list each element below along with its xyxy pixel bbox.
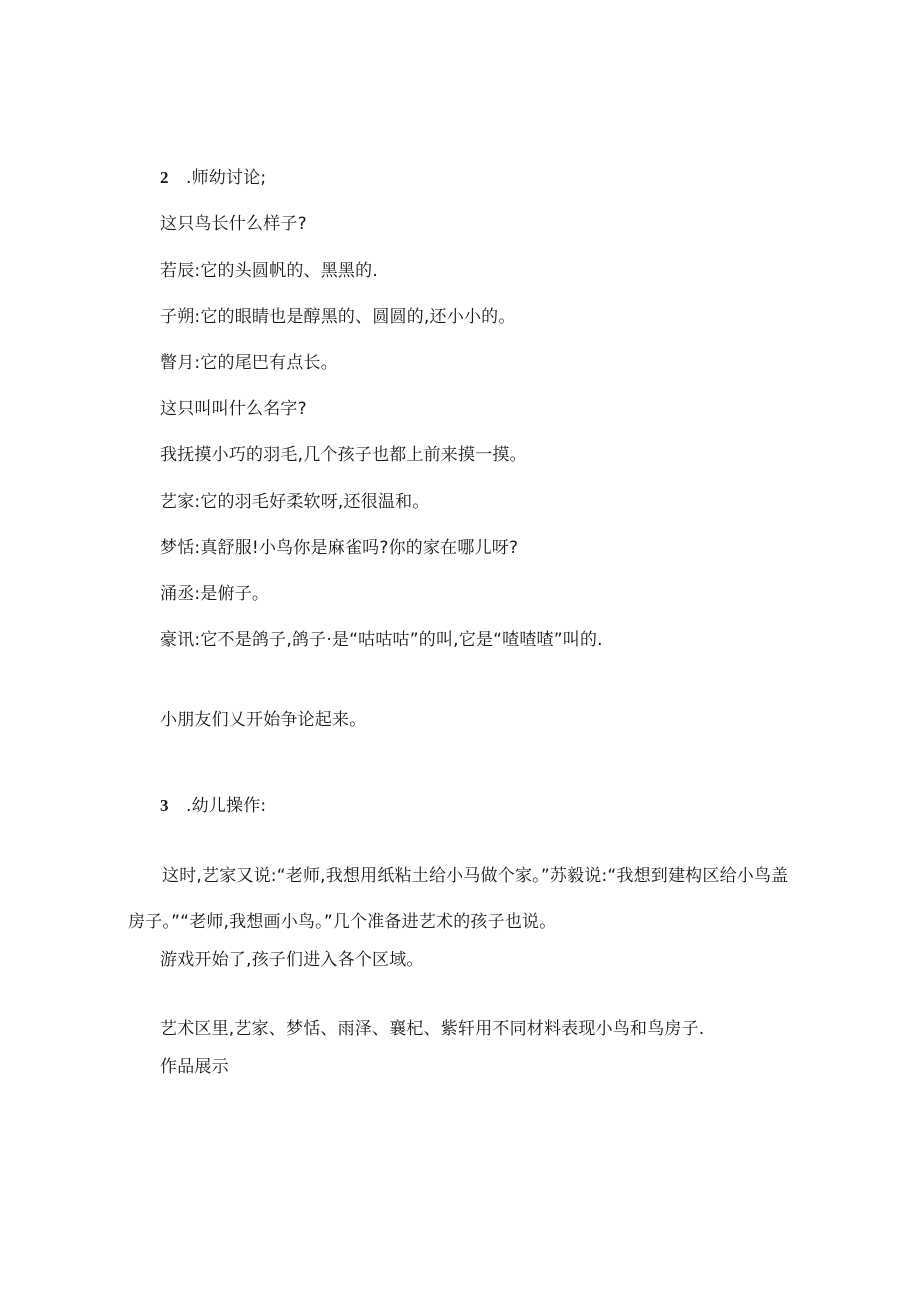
art-area-line: 艺术区里,艺家、梦恬、雨泽、襄杞、紫轩用不同材料表现小鸟和鸟房子. [160,1019,705,1039]
section-2-number: 2 [160,168,169,187]
paragraph-line: 豪讯:它不是鸽子,鸽子·是“咕咕咕”的叫,它是“喳喳喳”叫的. [160,630,603,650]
works-display-line: 作品展示 [160,1057,229,1077]
paragraph-line: 梦恬:真舒服!小鸟你是麻雀吗?你的家在哪儿呀? [160,538,519,558]
paragraph-line: 若辰:它的头圆帆的、黑黑的. [160,261,378,281]
section-3-heading [160,795,266,817]
paragraph-line: 涌丞:是俯子。 [160,584,270,604]
paragraph-line: 我抚摸小巧的羽毛,几个孩子也都上前来摸一摸。 [160,445,527,465]
paragraph-line: 瞥月:它的尾巴有点长。 [160,353,338,373]
paragraph-line: 这只叫叫什么名字? [160,399,307,419]
paragraph-line: 这只鸟长什么样子? [160,214,307,234]
after-discussion-line: 小朋友们乂开始争论起来。 [160,710,367,730]
section-3-title: .幼儿操作: [186,796,267,816]
paragraph-line: 子朔:它的眼睛也是醇黑的、圆圆的,还小小的。 [160,307,516,327]
game-start-line: 游戏开始了,孩子们进入各个区域。 [160,950,424,970]
paragraph-line: 艺家:它的羽毛好柔软呀,还很温和。 [160,492,430,512]
section-2-title: .师幼讨论; [186,168,267,188]
dialogue-paragraph: 这时,艺家又说:“老师,我想用纸粘土给小马做个家。”苏毅说:“我想到建构区给小鸟盖房子。”“老师,我想画小鸟。”几个准备进艺术的孩子也说。 [128,866,789,932]
section-3-number: 3 [160,796,169,815]
section-2-heading [160,167,266,189]
